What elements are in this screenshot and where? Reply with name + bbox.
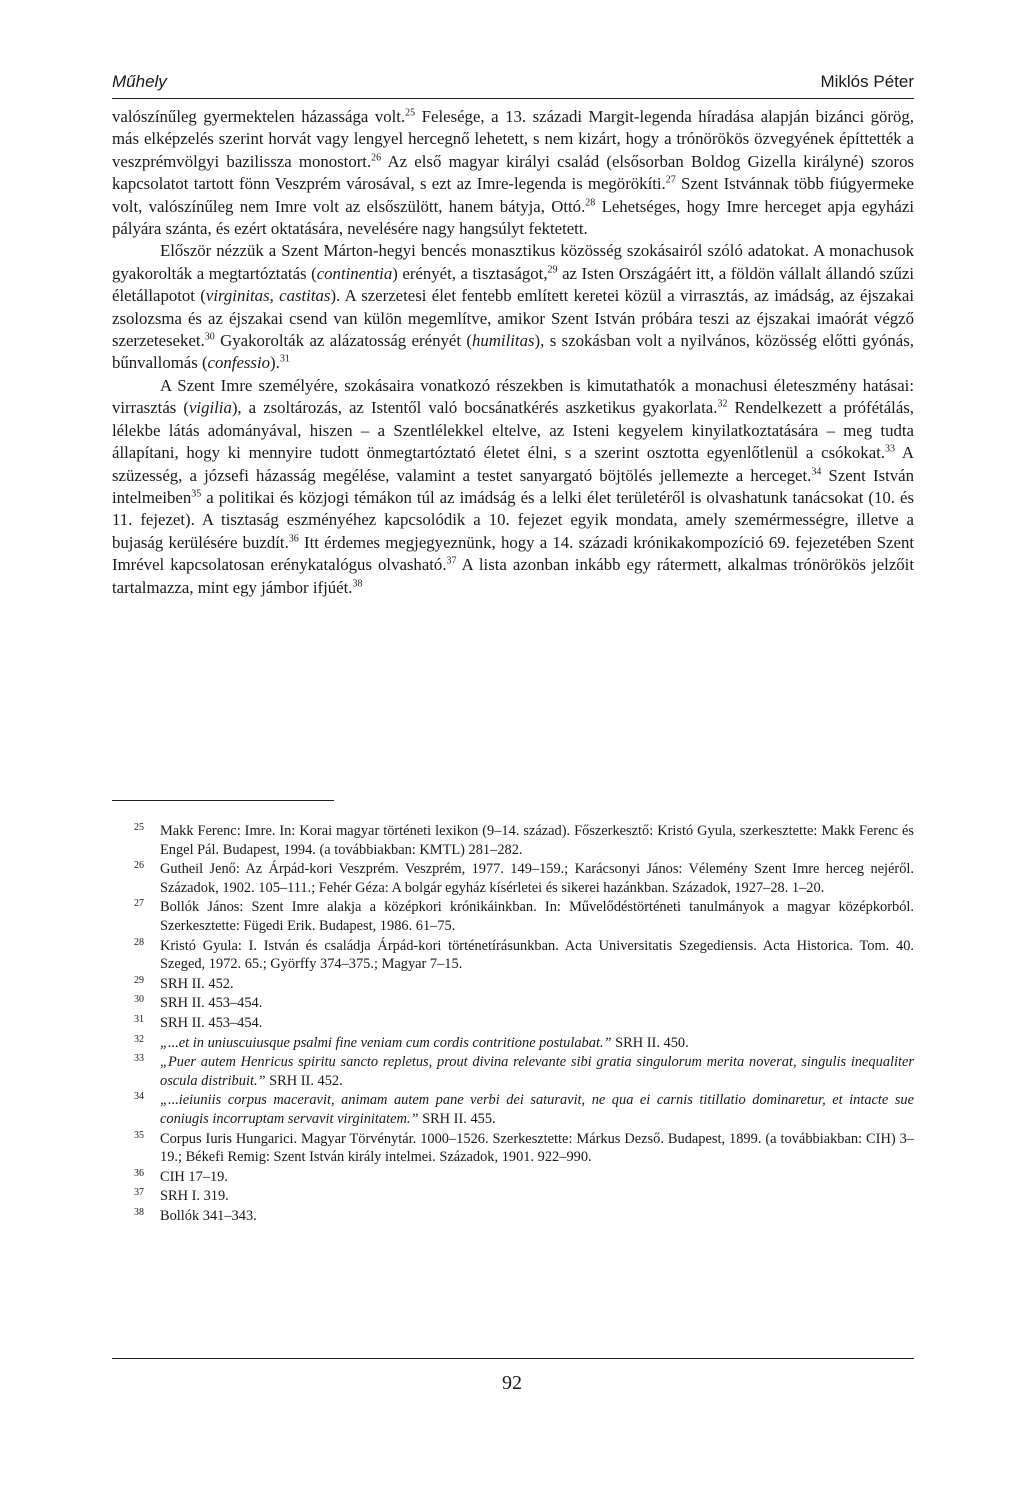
- footnote-number: 25: [134, 822, 144, 833]
- footnote: 26 Gutheil Jenő: Az Árpád-kori Veszprém. Veszprém, 1977. 149–159.; Karácsonyi János: Vélemény Szent Imre herceg nejéről. Századok, 1902. 105–111.; Fehér Géza: A bolgár egyház kísérletei és sikerei hazánkban. Századok, 1927–28. 1–20.: [112, 860, 914, 897]
- footnote-ref[interactable]: 37: [446, 555, 457, 567]
- footnote-ref[interactable]: 36: [288, 533, 299, 545]
- footnote: 32 „...et in uniuscuiusque psalmi fine veniam cum cordis contritione postulabat.” SRH II. 450.: [112, 1034, 914, 1053]
- footnote-number: 27: [134, 898, 144, 910]
- page-number: 92: [502, 1372, 522, 1394]
- footnote-ref[interactable]: 25: [405, 107, 416, 119]
- footnote-ref[interactable]: 29: [547, 264, 558, 276]
- footnote-number: 28: [134, 936, 144, 948]
- footnote-ref[interactable]: 34: [811, 465, 822, 477]
- footnote: 25 Makk Ferenc: Imre. In: Korai magyar történeti lexikon (9–14. század). Főszerkesztő: Kristó Gyula, szerkesztette: Makk Ferenc és Engel Pál. Budapest, 1994. (a továbbiakban: KMTL) 281–282.: [112, 822, 914, 859]
- footnote: 31 SRH II. 453–454.: [112, 1014, 914, 1033]
- footnote-ref[interactable]: 33: [885, 443, 896, 455]
- footnote-ref[interactable]: 30: [204, 331, 215, 343]
- footnote-ref[interactable]: 32: [717, 398, 728, 410]
- page-bottom-divider: [112, 1358, 914, 1359]
- paragraph-2: Először nézzük a Szent Márton-hegyi bencés monasztikus közösség szokásairól szóló adatokat. A monachusok gyakorolták a megtartóztatás (continentia) erényét, a tisztaságot,$^{29}$ az Isten Országáért itt, a földön vállalt állandó szűzi életállapotot (virginitas, castitas). A szerzetesi élet fentebb említett keretei közül a virrasztás, az imádság, az éjszakai zsolozsma és az éjszakai csend van külön megemlítve, amikor Szent István próbára teszi az éjszakai imaórát végző szerzeteseket.$^{30}$ Gyakorolták az alázatosság erényét (humilitas), s szokásban volt a nyilvános, közösség előtti gyónás, bűnvallomás (confessio).$^{31}$: [112, 241, 915, 373]
- footnote-ref[interactable]: 31: [279, 353, 290, 365]
- footnote: 36 CIH 17–19.: [112, 1168, 914, 1187]
- footnote: 28 Kristó Gyula: I. István és családja Árpád-kori történetírásunkban. Acta Universitatis Szegediensis. Acta Historica. Tom. 40. Szeged, 1972. 65.; Györffy 374–375.; Magyar 7–15.: [112, 937, 914, 974]
- author-name: Miklós Péter: [820, 72, 914, 91]
- footnote-number: 31: [134, 1013, 144, 1025]
- footnote: 33 „Puer autem Henricus spiritu sancto repletus, prout divina relevante sibi gratia singulorum merita noverat, singulis inequaliter oscula distribuit.” SRH II. 452.: [112, 1053, 914, 1090]
- footnote-number: 29: [134, 974, 144, 986]
- footnote-number: 35: [134, 1129, 144, 1141]
- footnote: 29 SRH II. 452.: [112, 975, 914, 994]
- footnote-number: 33: [134, 1053, 144, 1065]
- footnote-ref[interactable]: 38: [352, 577, 363, 589]
- main-text: [112, 106, 914, 599]
- footnote: 27 Bollók János: Szent Imre alakja a középkori krónikáinkban. In: Művelődéstörténeti tanulmányok a magyar középkorból. Szerkesztette: Fügedi Erik. Budapest, 1986. 61–75.: [112, 898, 914, 935]
- footnote: 30 SRH II. 453–454.: [112, 994, 914, 1013]
- footnote: 35 Corpus Iuris Hungarici. Magyar Törvénytár. 1000–1526. Szerkesztette: Márkus Dezső. Budapest, 1899. (a továbbiakban: CIH) 3–19.; Békefi Remig: Szent István király intelmei. Századok, 1901. 922–990.: [112, 1130, 914, 1167]
- footnote-number: 30: [134, 994, 144, 1006]
- footnote-number: 36: [134, 1167, 144, 1179]
- footnote-number: 38: [134, 1206, 144, 1218]
- footnote-number: 34: [134, 1091, 144, 1103]
- footnote-divider: [112, 800, 334, 801]
- footnotes: [112, 822, 914, 1226]
- section-title: Műhely: [112, 72, 167, 91]
- footnote-number: 32: [134, 1033, 144, 1045]
- footnote-ref[interactable]: 27: [665, 174, 676, 186]
- running-header: [112, 64, 914, 99]
- footnote: 38 Bollók 341–343.: [112, 1207, 914, 1226]
- footnote-number: 37: [134, 1187, 144, 1199]
- footnote-ref[interactable]: 35: [191, 488, 202, 500]
- footnote: 37 SRH I. 319.: [112, 1187, 914, 1206]
- footnote-ref[interactable]: 26: [371, 152, 382, 164]
- footnote-ref[interactable]: 28: [585, 197, 596, 209]
- paragraph-1: valószínűleg gyermektelen házassága volt.$^{25}$ Felesége, a 13. századi Margit-legenda híradása alapján bizánci görög, más elképzelés szerint horvát vagy lengyel hercegnő lehetett, s nem kizárt, hogy a trónörökös özvegyének építtették a veszprémvölgyi bazilissza monostort.$^{26}$ Az első magyar királyi család (elsősorban Boldog Gizella királyné) szoros kapcsolatot tartott fönn Veszprém városával, s ezt az Imre-legenda is megörökíti.$^{27}$ Szent Istvánnak több fiúgyermeke volt, valószínűleg nem Imre volt az elsőszülött, hanem bátyja, Ottó.$^{28}$ Lehetséges, hogy Imre herceget apja egyházi pályára szánta, és ezért oktatására, nevelésére nagy hangsúlyt fektetett.: [112, 107, 914, 239]
- paragraph-3: A Szent Imre személyére, szokásaira vonatkozó részekben is kimutathatók a monachusi életeszmény hatásai: virrasztás (vigilia), a zsoltározás, az Istentől való bocsánatkérés aszketikus gyakorlata.$^{32}$ Rendelkezett a prófétálás, lélekbe látás adományával, hiszen – a Szentlélekkel eltelve, az Isteni kegyelem kinyilatkoztatására – meg tudta állapítani, hogy ki mennyire tudott önmegtartóztató életet élni, s a szerint osztotta egyenlőtlenül a csókokat.$^{33}$ A szüzesség, a józsefi házasság megélése, valamint a testet sanyargató böjtölés jellemezte a herceget.$^{34}$ Szent István intelmeiben$^{35}$ a politikai és közjogi témákon túl az imádság és a lelki élet területéről is olvashatunk tanácsokat (10. és 11. fejezet). A tisztaság eszményéhez kapcsolódik a 10. fejezet egyik mondata, amely szemérmességre, illetve a bujaság kerülésére buzdít.$^{36}$ Itt érdemes megjegyeznünk, hogy a 14. századi krónikakompozíció 69. fejezetében Szent Imrével kapcsolatosan erénykatalógus olvasható.$^{37}$ A lista azonban inkább egy rátermett, alkalmas trónörökös jelzőit tartalmazza, mint egy jámbor ifjúét.$^{38}$: [112, 375, 915, 597]
- footnote: 34 „...ieiuniis corpus maceravit, animam autem pane verbi dei saturavit, ne qua ei carnis titillatio dominaretur, et intacte sue coniugis incorruptam servavit virginitatem.” SRH II. 455.: [112, 1091, 914, 1128]
- footnote-number: 26: [134, 860, 144, 872]
